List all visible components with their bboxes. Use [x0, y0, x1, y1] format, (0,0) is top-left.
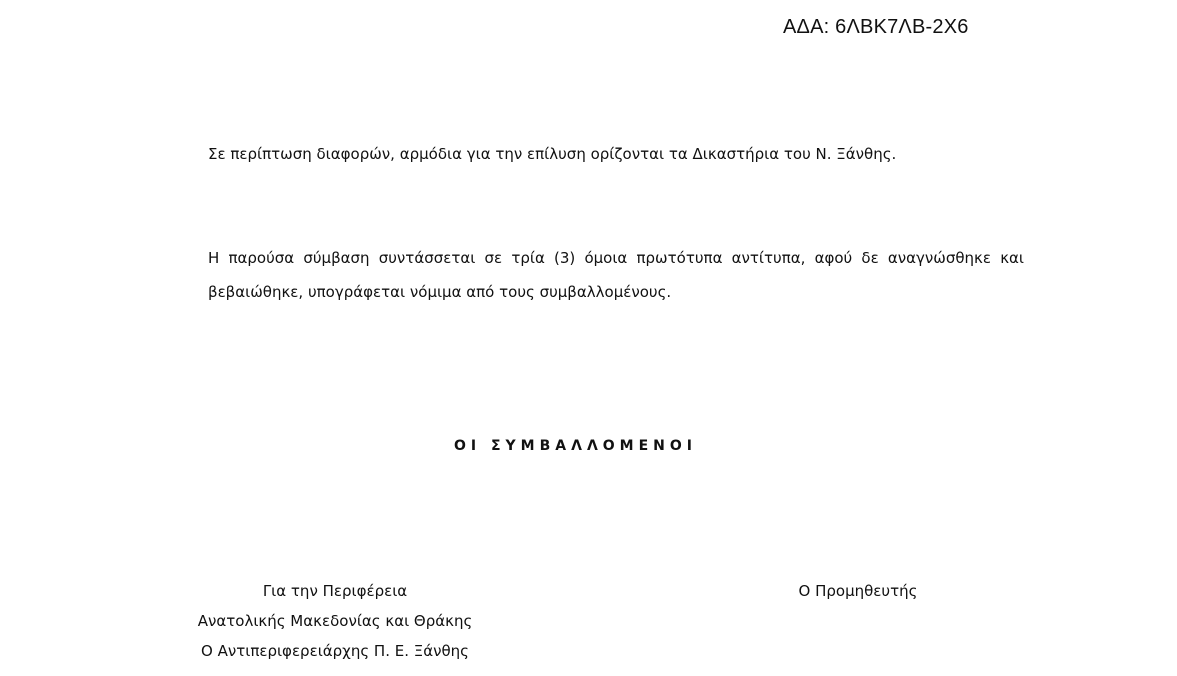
signatories-heading: ΟΙ ΣΥΜΒΑΛΛΟΜΕΝΟΙ	[453, 438, 698, 454]
signature-block-region	[160, 576, 510, 666]
paragraph-copies: Η παρούσα σύμβαση συντάσσεται σε τρία (3) όμοια πρωτότυπα αντίτυπα, αφού δε αναγνώσθηκε και βεβαιώθηκε, υπογράφεται νόμιμα από τους συμβαλλομένους.	[208, 249, 1024, 301]
signature-block-supplier	[740, 576, 976, 606]
ada-code: ΑΔΑ: 6ΛΒΚ7ΛΒ-2Χ6	[783, 16, 969, 38]
signature-region-line-1: Για την Περιφέρεια	[262, 582, 408, 600]
signature-supplier-line-1: Ο Προμηθευτής	[798, 582, 918, 600]
paragraph-disputes: Σε περίπτωση διαφορών, αρμόδια για την επίλυση ορίζονται τα Δικαστήρια του Ν. Ξάνθης.	[208, 145, 897, 163]
signature-region-line-3: Ο Αντιπεριφερειάρχης Π. Ε. Ξάνθης	[201, 642, 469, 660]
signature-region-line-2: Ανατολικής Μακεδονίας και Θράκης	[197, 612, 473, 630]
